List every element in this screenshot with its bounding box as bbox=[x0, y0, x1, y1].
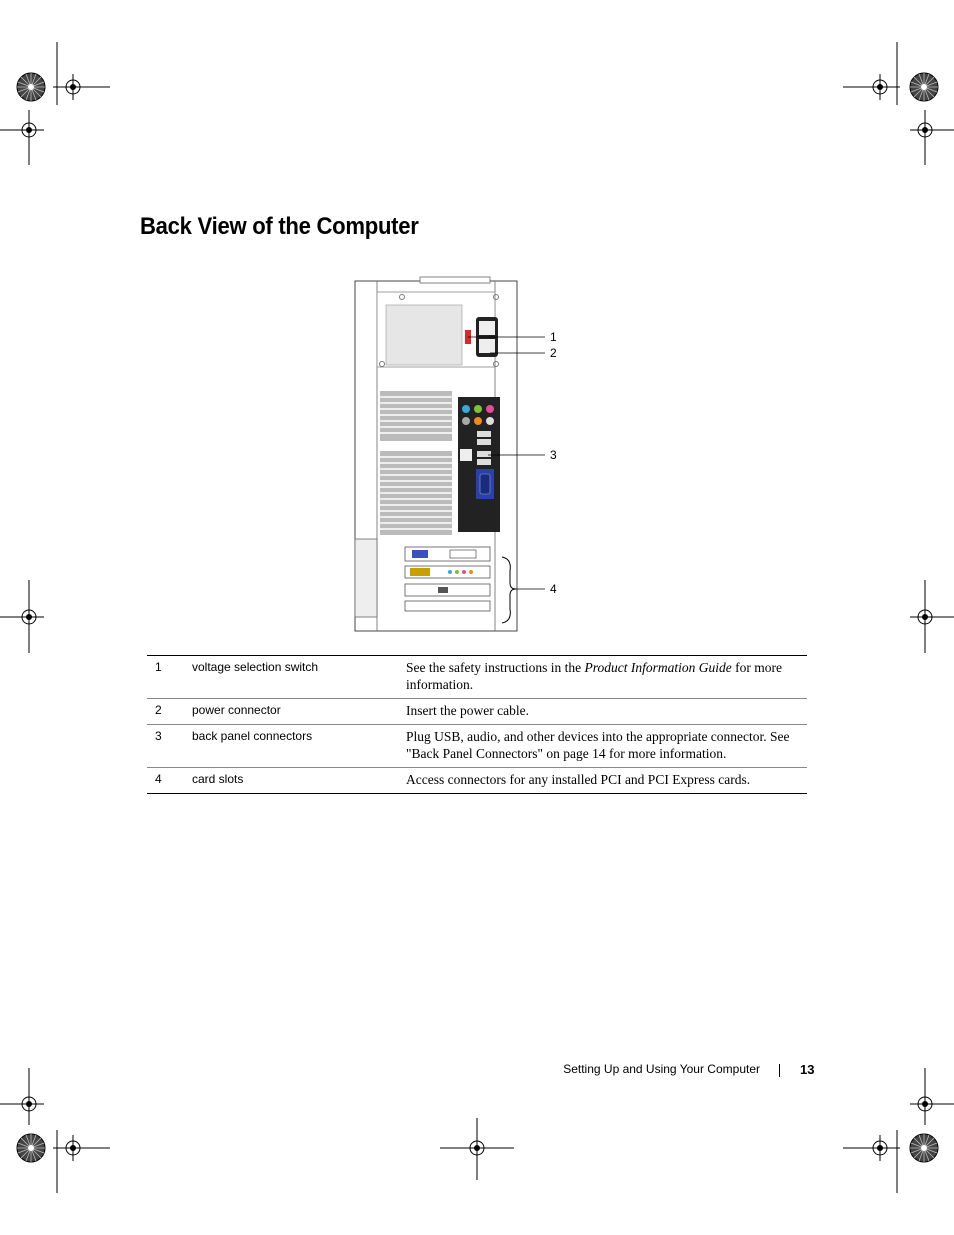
callout-number: 2 bbox=[147, 699, 192, 725]
document-title-reference: Product Information Guide bbox=[584, 660, 732, 675]
table-row bbox=[147, 656, 807, 699]
callout-item: voltage selection switch bbox=[192, 656, 406, 699]
callout-label-3: 3 bbox=[550, 448, 557, 462]
callout-description: Plug USB, audio, and other devices into the appropriate connector. See "Back Panel Connectors" on page 14 for more information. bbox=[406, 725, 807, 768]
footer-divider bbox=[779, 1064, 780, 1077]
callout-label-1: 1 bbox=[550, 330, 557, 344]
table-row bbox=[147, 725, 807, 768]
callout-number: 4 bbox=[147, 768, 192, 794]
callout-label-2: 2 bbox=[550, 346, 557, 360]
callout-description bbox=[406, 656, 807, 699]
description-text: See the safety instructions in the bbox=[406, 660, 585, 675]
callout-table bbox=[147, 655, 807, 794]
callout-description: Insert the power cable. bbox=[406, 699, 807, 725]
callout-item: power connector bbox=[192, 699, 406, 725]
callout-number: 3 bbox=[147, 725, 192, 768]
callout-item: card slots bbox=[192, 768, 406, 794]
page-footer bbox=[0, 1062, 954, 1082]
callout-number: 1 bbox=[147, 656, 192, 699]
callout-description: Access connectors for any installed PCI and PCI Express cards. bbox=[406, 768, 807, 794]
callout-label-4: 4 bbox=[550, 582, 557, 596]
computer-back-view-illustration bbox=[350, 275, 570, 637]
table-row bbox=[147, 768, 807, 794]
description-text: for more information. bbox=[406, 660, 782, 692]
page-title: Back View of the Computer bbox=[140, 213, 419, 240]
callout-item: back panel connectors bbox=[192, 725, 406, 768]
page-number: 13 bbox=[800, 1062, 815, 1077]
footer-section-title: Setting Up and Using Your Computer bbox=[563, 1062, 760, 1076]
table-row bbox=[147, 699, 807, 725]
